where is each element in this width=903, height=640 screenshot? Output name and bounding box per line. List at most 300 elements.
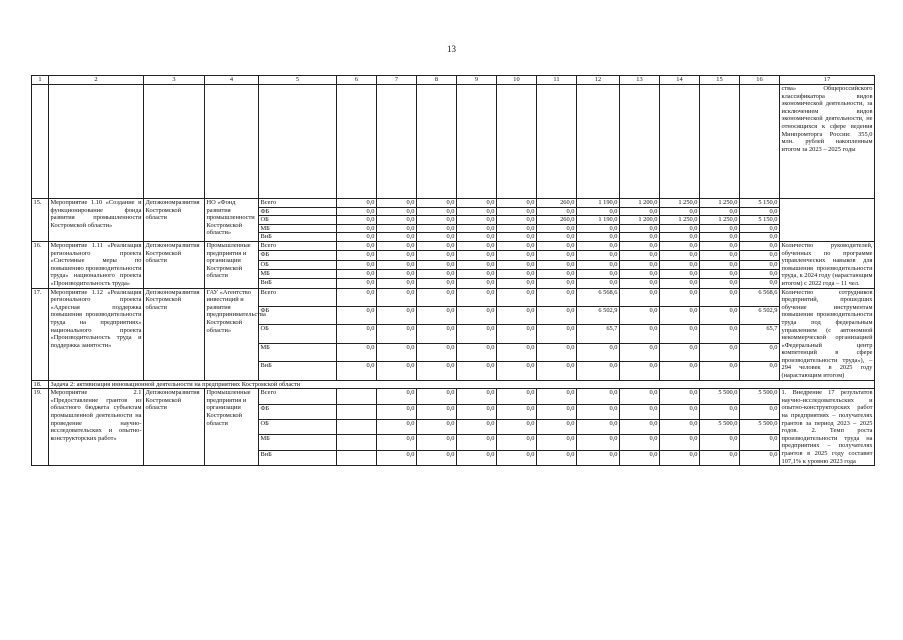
amount-cell: 0,0 — [497, 199, 537, 208]
column-number: 3 — [144, 76, 205, 85]
amount-cell: 0,0 — [537, 306, 577, 324]
amount-cell: 0,0 — [377, 435, 417, 450]
column-number: 1 — [32, 76, 49, 85]
amount-cell: 0,0 — [337, 279, 377, 288]
amount-cell: 0,0 — [740, 279, 780, 288]
amount-cell: 0,0 — [620, 362, 660, 380]
amount-cell: 0,0 — [337, 199, 377, 208]
amount-cell: 0,0 — [457, 241, 497, 250]
amount-cell: 0,0 — [577, 241, 620, 250]
amount-cell: 1 200,0 — [620, 199, 660, 208]
amount-cell: 1 200,0 — [620, 216, 660, 225]
amount-cell: 0,0 — [377, 241, 417, 250]
amount-cell: 0,0 — [457, 224, 497, 233]
amount-cell: 0,0 — [577, 435, 620, 450]
amount-cell: 0,0 — [660, 420, 700, 435]
amount-cell: 0,0 — [577, 269, 620, 278]
amount-cell: 0,0 — [577, 389, 620, 404]
activity-name: Мероприятие 1.10 «Создание и функционирование фонда развития промышленности Костромской области» — [49, 199, 144, 242]
amount-cell: 0,0 — [377, 260, 417, 269]
amount-cell: 0,0 — [537, 233, 577, 242]
amount-cell: 0,0 — [457, 306, 497, 324]
amount-cell: 0,0 — [740, 241, 780, 250]
amount-cell: 0,0 — [337, 251, 377, 260]
amount-cell: 0,0 — [377, 306, 417, 324]
amount-cell: 0,0 — [577, 207, 620, 216]
funding-source: Всего — [259, 199, 337, 208]
amount-cell: 0,0 — [660, 207, 700, 216]
amount-cell: 0,0 — [700, 241, 740, 250]
amount-cell: 0,0 — [700, 224, 740, 233]
amount-cell: 0,0 — [700, 233, 740, 242]
amount-cell: 0,0 — [700, 435, 740, 450]
column-number-row — [32, 76, 875, 85]
empty-cell — [337, 435, 377, 450]
empty-cell — [337, 420, 377, 435]
amount-cell: 0,0 — [337, 288, 377, 306]
amount-cell: 1 190,0 — [577, 216, 620, 225]
executor: Депэкономразвития Костромской области — [144, 288, 205, 380]
participant: Промышленные предприятия и организации Костромской области — [205, 241, 259, 288]
amount-cell: 0,0 — [740, 207, 780, 216]
amount-cell: 0,0 — [740, 233, 780, 242]
amount-cell: 0,0 — [740, 343, 780, 361]
amount-cell: 0,0 — [377, 420, 417, 435]
amount-cell: 0,0 — [700, 450, 740, 465]
amount-cell: 0,0 — [497, 241, 537, 250]
empty-cell — [377, 85, 417, 199]
amount-cell: 0,0 — [457, 199, 497, 208]
amount-cell: 0,0 — [417, 216, 457, 225]
amount-cell: 0,0 — [457, 343, 497, 361]
amount-cell: 0,0 — [377, 207, 417, 216]
amount-cell: 0,0 — [660, 343, 700, 361]
empty-cell — [337, 450, 377, 465]
row-number: 18. — [32, 380, 49, 389]
amount-cell: 0,0 — [620, 251, 660, 260]
amount-cell: 0,0 — [457, 435, 497, 450]
amount-cell: 0,0 — [577, 420, 620, 435]
amount-cell: 0,0 — [337, 260, 377, 269]
amount-cell: 0,0 — [377, 199, 417, 208]
amount-cell: 0,0 — [537, 450, 577, 465]
amount-cell: 0,0 — [700, 404, 740, 419]
amount-cell: 0,0 — [377, 224, 417, 233]
empty-cell — [337, 404, 377, 419]
amount-cell: 0,0 — [457, 207, 497, 216]
amount-cell: 0,0 — [660, 450, 700, 465]
funding-source: Всего — [259, 389, 337, 404]
page-number: 13 — [447, 44, 456, 54]
amount-cell: 0,0 — [537, 404, 577, 419]
amount-cell: 0,0 — [457, 389, 497, 404]
amount-cell: 0,0 — [417, 389, 457, 404]
amount-cell: 0,0 — [660, 435, 700, 450]
amount-cell: 0,0 — [497, 343, 537, 361]
amount-cell: 0,0 — [457, 325, 497, 343]
amount-cell: 0,0 — [537, 269, 577, 278]
amount-cell: 0,0 — [377, 325, 417, 343]
participant: Промышленные предприятия и организации Костромской области — [205, 389, 259, 466]
executor: Депэкономразвития Костромской области — [144, 389, 205, 466]
amount-cell: 0,0 — [417, 362, 457, 380]
funding-source: ФБ — [259, 251, 337, 260]
amount-cell: 0,0 — [377, 362, 417, 380]
funding-source: ФБ — [259, 404, 337, 419]
amount-cell: 1 250,0 — [660, 216, 700, 225]
amount-cell: 0,0 — [457, 362, 497, 380]
amount-cell: 5 500,0 — [740, 420, 780, 435]
empty-cell — [259, 85, 337, 199]
amount-cell: 0,0 — [660, 288, 700, 306]
executor: Депэкономразвития Костромской области — [144, 199, 205, 242]
amount-cell: 260,0 — [537, 216, 577, 225]
amount-cell: 0,0 — [620, 241, 660, 250]
result-cell — [780, 199, 875, 242]
program-activities-table — [31, 75, 875, 466]
amount-cell: 0,0 — [537, 251, 577, 260]
amount-cell: 0,0 — [497, 389, 537, 404]
empty-cell — [537, 85, 577, 199]
amount-cell: 6 502,9 — [577, 306, 620, 324]
amount-cell: 0,0 — [497, 207, 537, 216]
amount-cell: 0,0 — [660, 233, 700, 242]
amount-cell: 0,0 — [700, 269, 740, 278]
amount-cell: 0,0 — [700, 306, 740, 324]
amount-cell: 0,0 — [417, 306, 457, 324]
amount-cell: 0,0 — [417, 233, 457, 242]
amount-cell: 65,7 — [740, 325, 780, 343]
amount-cell: 0,0 — [740, 269, 780, 278]
amount-cell: 0,0 — [660, 241, 700, 250]
amount-cell: 0,0 — [660, 306, 700, 324]
amount-cell: 0,0 — [577, 450, 620, 465]
funding-source: ОБ — [259, 260, 337, 269]
continuation-row — [32, 85, 875, 199]
amount-cell: 0,0 — [457, 404, 497, 419]
activity-name: Мероприятие 2.1 «Предоставление грантов из областного бюджета субъектам промышленной деятельности на проведение научно-исследовательских и опытно-конструкторских работ» — [49, 389, 144, 466]
amount-cell: 0,0 — [700, 343, 740, 361]
amount-cell: 0,0 — [337, 216, 377, 225]
amount-cell: 0,0 — [537, 288, 577, 306]
funding-source: ОБ — [259, 216, 337, 225]
amount-cell: 0,0 — [497, 404, 537, 419]
column-number: 5 — [259, 76, 337, 85]
amount-cell: 0,0 — [577, 404, 620, 419]
amount-cell: 5 500,0 — [740, 389, 780, 404]
amount-cell: 0,0 — [537, 207, 577, 216]
amount-cell: 0,0 — [537, 224, 577, 233]
amount-cell: 0,0 — [740, 450, 780, 465]
amount-cell: 0,0 — [377, 389, 417, 404]
amount-cell: 0,0 — [497, 435, 537, 450]
amount-cell: 0,0 — [377, 450, 417, 465]
row-number: 17. — [32, 288, 49, 380]
amount-cell: 0,0 — [740, 260, 780, 269]
empty-cell — [32, 85, 49, 199]
amount-cell: 0,0 — [620, 325, 660, 343]
funding-source: ОБ — [259, 420, 337, 435]
amount-cell: 0,0 — [457, 251, 497, 260]
amount-cell: 0,0 — [417, 224, 457, 233]
column-number: 8 — [417, 76, 457, 85]
amount-cell: 5 500,0 — [700, 420, 740, 435]
amount-cell: 0,0 — [497, 279, 537, 288]
amount-cell: 0,0 — [577, 251, 620, 260]
amount-cell: 0,0 — [660, 251, 700, 260]
funding-source: Всего — [259, 241, 337, 250]
funding-source: Всего — [259, 288, 337, 306]
column-number: 12 — [577, 76, 620, 85]
column-number: 4 — [205, 76, 259, 85]
result-cell: Количество руководителей, обученных по программе управленческих навыков для повышения производительности труда, к 2024 году (нарастающим итогом) с 2022 года – 11 чел. — [781, 241, 873, 287]
amount-cell: 0,0 — [497, 224, 537, 233]
amount-cell: 0,0 — [660, 279, 700, 288]
amount-cell: 0,0 — [700, 325, 740, 343]
amount-cell: 0,0 — [537, 389, 577, 404]
funding-source: ФБ — [259, 207, 337, 216]
amount-cell: 0,0 — [497, 233, 537, 242]
amount-cell: 0,0 — [740, 224, 780, 233]
amount-cell: 65,7 — [577, 325, 620, 343]
empty-cell — [660, 85, 700, 199]
amount-cell: 0,0 — [457, 279, 497, 288]
amount-cell: 0,0 — [377, 279, 417, 288]
amount-cell: 0,0 — [700, 251, 740, 260]
amount-cell: 0,0 — [417, 404, 457, 419]
amount-cell: 0,0 — [620, 420, 660, 435]
funding-source: ОБ — [259, 325, 337, 343]
column-number: 9 — [457, 76, 497, 85]
executor: Депэкономразвития Костромской области — [144, 241, 205, 288]
amount-cell: 0,0 — [577, 224, 620, 233]
amount-cell: 0,0 — [457, 420, 497, 435]
column-number: 16 — [740, 76, 780, 85]
amount-cell: 6 568,6 — [577, 288, 620, 306]
amount-cell: 0,0 — [457, 233, 497, 242]
amount-cell: 0,0 — [377, 216, 417, 225]
amount-cell: 0,0 — [740, 404, 780, 419]
amount-cell: 0,0 — [537, 260, 577, 269]
amount-cell: 1 250,0 — [660, 199, 700, 208]
amount-cell: 0,0 — [620, 389, 660, 404]
amount-cell: 0,0 — [417, 241, 457, 250]
column-number: 6 — [337, 76, 377, 85]
amount-cell: 0,0 — [337, 343, 377, 361]
amount-cell: 0,0 — [417, 420, 457, 435]
amount-cell: 0,0 — [497, 306, 537, 324]
column-number: 10 — [497, 76, 537, 85]
amount-cell: 0,0 — [537, 343, 577, 361]
funding-source: МБ — [259, 343, 337, 361]
amount-cell: 0,0 — [337, 306, 377, 324]
empty-cell — [205, 85, 259, 199]
task-row — [32, 380, 875, 389]
amount-cell: 1 250,0 — [700, 216, 740, 225]
column-number: 11 — [537, 76, 577, 85]
amount-cell: 0,0 — [417, 435, 457, 450]
amount-cell: 0,0 — [700, 207, 740, 216]
empty-cell — [457, 85, 497, 199]
amount-cell: 0,0 — [660, 362, 700, 380]
amount-cell: 0,0 — [457, 260, 497, 269]
amount-cell: 0,0 — [620, 269, 660, 278]
amount-cell: 6 502,9 — [740, 306, 780, 324]
amount-cell: 0,0 — [660, 389, 700, 404]
amount-cell: 0,0 — [577, 343, 620, 361]
amount-cell: 0,0 — [417, 288, 457, 306]
amount-cell: 0,0 — [537, 435, 577, 450]
row-number: 16. — [32, 241, 49, 288]
funding-source: МБ — [259, 435, 337, 450]
amount-cell: 0,0 — [497, 269, 537, 278]
amount-cell: 0,0 — [417, 207, 457, 216]
amount-cell: 0,0 — [337, 362, 377, 380]
task-title: Задача 2: активизация инновационной деятельности на предприятиях Костромской области — [49, 380, 875, 389]
amount-cell: 0,0 — [497, 325, 537, 343]
amount-cell: 0,0 — [417, 343, 457, 361]
amount-cell: 0,0 — [537, 241, 577, 250]
table-row — [32, 389, 875, 404]
amount-cell: 0,0 — [417, 325, 457, 343]
activity-name: Мероприятие 1.12 «Реализация регионального проекта «Адресная поддержка повышения производительности труда на предприятиях» национального проекта «Производительность труда и поддержка занятости» — [49, 288, 144, 380]
amount-cell: 0,0 — [537, 420, 577, 435]
table-row — [32, 199, 875, 208]
row-number: 19. — [32, 389, 49, 466]
amount-cell: 0,0 — [620, 260, 660, 269]
amount-cell: 1 190,0 — [577, 199, 620, 208]
amount-cell: 0,0 — [660, 404, 700, 419]
amount-cell: 0,0 — [620, 224, 660, 233]
amount-cell: 0,0 — [537, 279, 577, 288]
amount-cell: 0,0 — [577, 362, 620, 380]
empty-cell — [144, 85, 205, 199]
funding-source: ВнБ — [259, 279, 337, 288]
amount-cell: 0,0 — [377, 343, 417, 361]
amount-cell: 0,0 — [497, 288, 537, 306]
empty-cell — [577, 85, 620, 199]
amount-cell: 0,0 — [620, 279, 660, 288]
amount-cell: 0,0 — [337, 224, 377, 233]
amount-cell: 0,0 — [497, 420, 537, 435]
amount-cell: 0,0 — [417, 450, 457, 465]
amount-cell: 0,0 — [377, 233, 417, 242]
amount-cell: 0,0 — [620, 233, 660, 242]
column-number: 17 — [780, 76, 875, 85]
amount-cell: 0,0 — [457, 269, 497, 278]
amount-cell: 6 568,6 — [740, 288, 780, 306]
amount-cell: 0,0 — [660, 260, 700, 269]
amount-cell: 0,0 — [417, 251, 457, 260]
row-number: 15. — [32, 199, 49, 242]
amount-cell: 0,0 — [620, 450, 660, 465]
amount-cell: 0,0 — [537, 325, 577, 343]
empty-cell — [49, 85, 144, 199]
amount-cell: 0,0 — [577, 260, 620, 269]
empty-cell — [337, 389, 377, 404]
column-number: 14 — [660, 76, 700, 85]
amount-cell: 0,0 — [537, 362, 577, 380]
amount-cell: 0,0 — [620, 288, 660, 306]
column-number: 15 — [700, 76, 740, 85]
amount-cell: 0,0 — [700, 279, 740, 288]
amount-cell: 0,0 — [457, 450, 497, 465]
funding-source: ВнБ — [259, 362, 337, 380]
empty-cell — [740, 85, 780, 199]
result-cell: Количество сотрудников предприятий, прошедших обучение инструментам повышения производительности труда под федеральным управлением (с автономной некоммерческой организацией «Федеральный центр компетенций в сфере производительности труда»), – 294 человек в 2025 году (нарастающим итогом) — [781, 288, 873, 380]
amount-cell: 0,0 — [660, 269, 700, 278]
table-row — [32, 288, 875, 306]
empty-cell — [700, 85, 740, 199]
amount-cell: 0,0 — [497, 362, 537, 380]
amount-cell: 0,0 — [377, 251, 417, 260]
empty-cell — [620, 85, 660, 199]
amount-cell: 0,0 — [417, 279, 457, 288]
amount-cell: 0,0 — [620, 343, 660, 361]
amount-cell: 0,0 — [620, 435, 660, 450]
amount-cell: 0,0 — [620, 207, 660, 216]
amount-cell: 0,0 — [620, 306, 660, 324]
amount-cell: 0,0 — [337, 325, 377, 343]
funding-source: МБ — [259, 269, 337, 278]
amount-cell: 0,0 — [577, 279, 620, 288]
result-cell: ства» Общероссийского классификатора видов экономической деятельности, за исключением видов экономической деятельности, не относящихся к сфере ведения Минпромторга России: 355,0 млн. рублей накопленным итогом за 2023 – 2025 годы — [780, 85, 875, 199]
amount-cell: 0,0 — [700, 288, 740, 306]
amount-cell: 0,0 — [337, 233, 377, 242]
amount-cell: 0,0 — [497, 260, 537, 269]
participant: НО «Фонд развития промышленности Костромской области» — [205, 199, 259, 242]
funding-source: МБ — [259, 224, 337, 233]
funding-source: ФБ — [259, 306, 337, 324]
column-number: 2 — [49, 76, 144, 85]
amount-cell: 0,0 — [497, 450, 537, 465]
amount-cell: 0,0 — [660, 325, 700, 343]
funding-source: ВнБ — [259, 233, 337, 242]
amount-cell: 5 150,0 — [740, 216, 780, 225]
amount-cell: 0,0 — [700, 362, 740, 380]
amount-cell: 0,0 — [457, 288, 497, 306]
amount-cell: 0,0 — [497, 251, 537, 260]
amount-cell: 0,0 — [377, 269, 417, 278]
amount-cell: 0,0 — [377, 404, 417, 419]
amount-cell: 0,0 — [417, 199, 457, 208]
empty-cell — [417, 85, 457, 199]
amount-cell: 0,0 — [620, 404, 660, 419]
amount-cell: 260,0 — [537, 199, 577, 208]
amount-cell: 0,0 — [660, 224, 700, 233]
result-cell: 1. Внедрение 17 результатов научно-исследовательских и опытно-конструкторских работ на предприятиях – получателях грантов за период 2023 – 2025 годов. 2. Темп роста производительности труда на предприятиях – получателях грантов в 2025 году составит 107,1% к уровню 2023 года — [781, 389, 873, 465]
amount-cell: 0,0 — [700, 260, 740, 269]
empty-cell — [337, 85, 377, 199]
amount-cell: 0,0 — [497, 216, 537, 225]
amount-cell: 0,0 — [457, 216, 497, 225]
amount-cell: 0,0 — [417, 269, 457, 278]
participant: ГАУ «Агентство инвестиций и развития предпринимательства Костромской области» — [205, 288, 259, 380]
amount-cell: 0,0 — [577, 233, 620, 242]
column-number: 13 — [620, 76, 660, 85]
amount-cell: 0,0 — [337, 241, 377, 250]
amount-cell: 0,0 — [740, 362, 780, 380]
amount-cell: 0,0 — [377, 288, 417, 306]
amount-cell: 0,0 — [740, 435, 780, 450]
activity-name: Мероприятие 1.11 «Реализация регионального проекта «Системные меры по повышению производительности труда» национального проекта «Производительность труда» — [50, 241, 142, 287]
table-row — [32, 241, 875, 250]
column-number: 7 — [377, 76, 417, 85]
amount-cell: 5 150,0 — [740, 199, 780, 208]
funding-source: ВнБ — [259, 450, 337, 465]
amount-cell: 0,0 — [417, 260, 457, 269]
empty-cell — [497, 85, 537, 199]
